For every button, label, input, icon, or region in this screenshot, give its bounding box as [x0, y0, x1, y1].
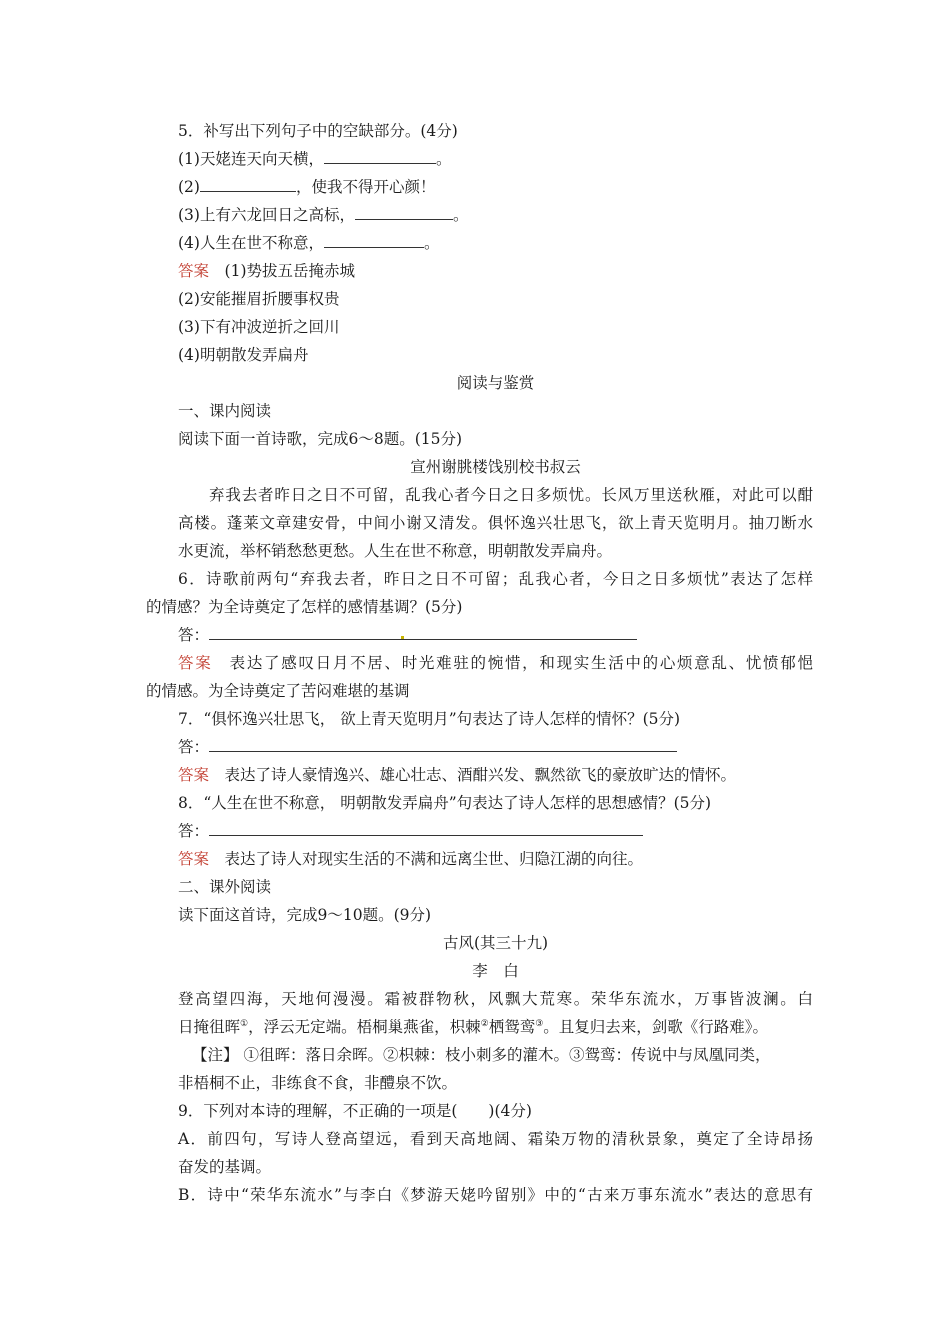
- q5-line-1-end: 。: [435, 150, 452, 168]
- poem2-author: 李 白: [472, 962, 519, 980]
- q9-option-a-line-1: A．前四句，写诗人登高望远，看到天高地阔、霜染万物的清秋景象，奠定了全诗昂扬: [178, 1130, 813, 1148]
- q6-answer-1: [178, 653, 813, 673]
- q8-answer-line[interactable]: [209, 821, 643, 836]
- q7-answer-1: [178, 765, 813, 785]
- answer-label: 答案: [178, 850, 210, 868]
- poem2-title: 古风(其三十九): [442, 934, 549, 952]
- q5-line-3-text: (3)上有六龙回日之高标，: [178, 206, 355, 224]
- q6-stem-line-2: 的情感？为全诗奠定了怎样的感情基调？(5分): [146, 598, 463, 616]
- poem1-title: 宣州谢朓楼饯别校书叔云: [410, 458, 581, 476]
- q5-blank-2[interactable]: [200, 177, 296, 192]
- q6-answer-prompt: 答：: [178, 626, 210, 644]
- poem1-line-1: 弃我去者昨日之日不可留，乱我心者今日之日多烦忧。长风万里送秋雁，对此可以酣: [209, 486, 813, 504]
- q5-line-2-text: ，使我不得开心颜！: [295, 178, 436, 196]
- note-line-2: 非梧桐不止，非练食不食，非醴泉不饮。: [178, 1074, 458, 1092]
- footnote-marker-3: ③: [535, 1018, 544, 1029]
- q6-answer-2: 的情感。为全诗奠定了苦闷难堪的基调: [146, 682, 410, 700]
- answer-label: 答案: [178, 262, 210, 280]
- q9-option-a-line-2: 奋发的基调。: [178, 1158, 272, 1176]
- part1-intro: 阅读下面一首诗歌，完成6～8题。(15分): [178, 430, 463, 448]
- stray-dot: [401, 636, 404, 639]
- part2-intro: 读下面这首诗，完成9～10题。(9分): [178, 906, 432, 924]
- q6-answer-1-text: 表达了感叹日月不居、时光难驻的惋惜，和现实生活中的心烦意乱、忧愤郁悒: [229, 654, 813, 672]
- section-title: 阅读与鉴赏: [456, 374, 535, 392]
- q7-answer-prompt: 答：: [178, 738, 210, 756]
- poem1-line-2: 高楼。蓬莱文章建安骨，中间小谢又清发。俱怀逸兴壮思飞，欲上青天览明月。抽刀断水: [178, 514, 813, 532]
- part2-heading: 二、课外阅读: [178, 878, 272, 896]
- q5-line-4: [178, 233, 813, 253]
- footnote-marker-2: ②: [480, 1018, 489, 1029]
- note-line-1-text: ①徂晖：落日余晖。②枳棘：枝小刺多的灌木。③鸳鸾：传说中与凤凰同类，: [243, 1046, 771, 1064]
- q8-answer-prompt: 答：: [178, 822, 210, 840]
- q7-answer-line[interactable]: [209, 737, 677, 752]
- q5-blank-1[interactable]: [324, 149, 436, 164]
- q9-option-b-line-1: B．诗中“荣华东流水”与李白《梦游天姥吟留别》中的“古来万事东流水”表达的意思有: [178, 1186, 813, 1204]
- q6-answer-line[interactable]: [209, 625, 637, 640]
- q5-line-3-end: 。: [452, 206, 469, 224]
- footnote-marker-1: ①: [240, 1018, 249, 1029]
- part1-heading: 一、课内阅读: [178, 402, 272, 420]
- q5-answer-1: [178, 261, 813, 281]
- q5-answer-1-text: (1)势拔五岳掩赤城: [224, 262, 355, 280]
- q8-stem: 8．“人生在世不称意， 明朝散发弄扁舟”句表达了诗人怎样的思想感情？(5分): [178, 794, 712, 812]
- q7-stem: 7．“俱怀逸兴壮思飞， 欲上青天览明月”句表达了诗人怎样的情怀？(5分): [178, 710, 681, 728]
- q5-answer-4: (4)明朝散发弄扁舟: [178, 346, 309, 364]
- poem2-line-1: 登高望四海，天地何漫漫。霜被群物秋，风飘大荒寒。荣华东流水，万事皆波澜。白: [178, 990, 813, 1008]
- note-line-1: [192, 1045, 827, 1065]
- q5-line-1-text: (1)天姥连天向天横，: [178, 150, 324, 168]
- q8-answer-row: [178, 821, 813, 841]
- q5-line-1: [178, 149, 813, 169]
- q5-blank-4[interactable]: [324, 233, 424, 248]
- q6-stem-line-1: 6．诗歌前两句“弃我去者，昨日之日不可留；乱我心者，今日之日多烦忧”表达了怎样: [178, 570, 813, 588]
- answer-label: 答案: [178, 766, 210, 784]
- q5-stem: 5．补写出下列句子中的空缺部分。(4分): [178, 122, 458, 140]
- q5-answer-2: (2)安能摧眉折腰事权贵: [178, 290, 340, 308]
- q5-answer-3: (3)下有冲波逆折之回川: [178, 318, 340, 336]
- poem2-line-2-d: 。且复归去来，剑歌《行路难》。: [543, 1018, 769, 1036]
- q5-line-3: [178, 205, 813, 225]
- q8-answer-1: [178, 849, 813, 869]
- poem2-line-2-b: ，浮云无定端。梧桐巢燕雀，枳棘: [248, 1018, 481, 1036]
- q7-answer-1-text: 表达了诗人豪情逸兴、雄心壮志、酒酣兴发、飘然欲飞的豪放旷达的情怀。: [224, 766, 737, 784]
- q5-line-4-end: 。: [423, 234, 440, 252]
- q5-line-2: [178, 177, 813, 197]
- poem2-line-2-c: 栖鸳鸾: [488, 1018, 536, 1036]
- q7-answer-row: [178, 737, 813, 757]
- note-label: 【注】: [192, 1046, 239, 1064]
- q5-line-2-num: (2): [178, 178, 200, 196]
- q6-answer-row: [178, 625, 813, 645]
- answer-label: 答案: [178, 654, 213, 672]
- q9-stem: 9．下列对本诗的理解，不正确的一项是( )(4分): [178, 1102, 532, 1120]
- poem2-line-2: [178, 1017, 813, 1037]
- poem1-line-3: 水更流，举杯销愁愁更愁。人生在世不称意，明朝散发弄扁舟。: [178, 542, 613, 560]
- q5-blank-3[interactable]: [355, 205, 453, 220]
- poem2-line-2-a: 日掩徂晖: [178, 1018, 241, 1036]
- q5-line-4-text: (4)人生在世不称意，: [178, 234, 324, 252]
- q8-answer-1-text: 表达了诗人对现实生活的不满和远离尘世、归隐江湖的向往。: [224, 850, 644, 868]
